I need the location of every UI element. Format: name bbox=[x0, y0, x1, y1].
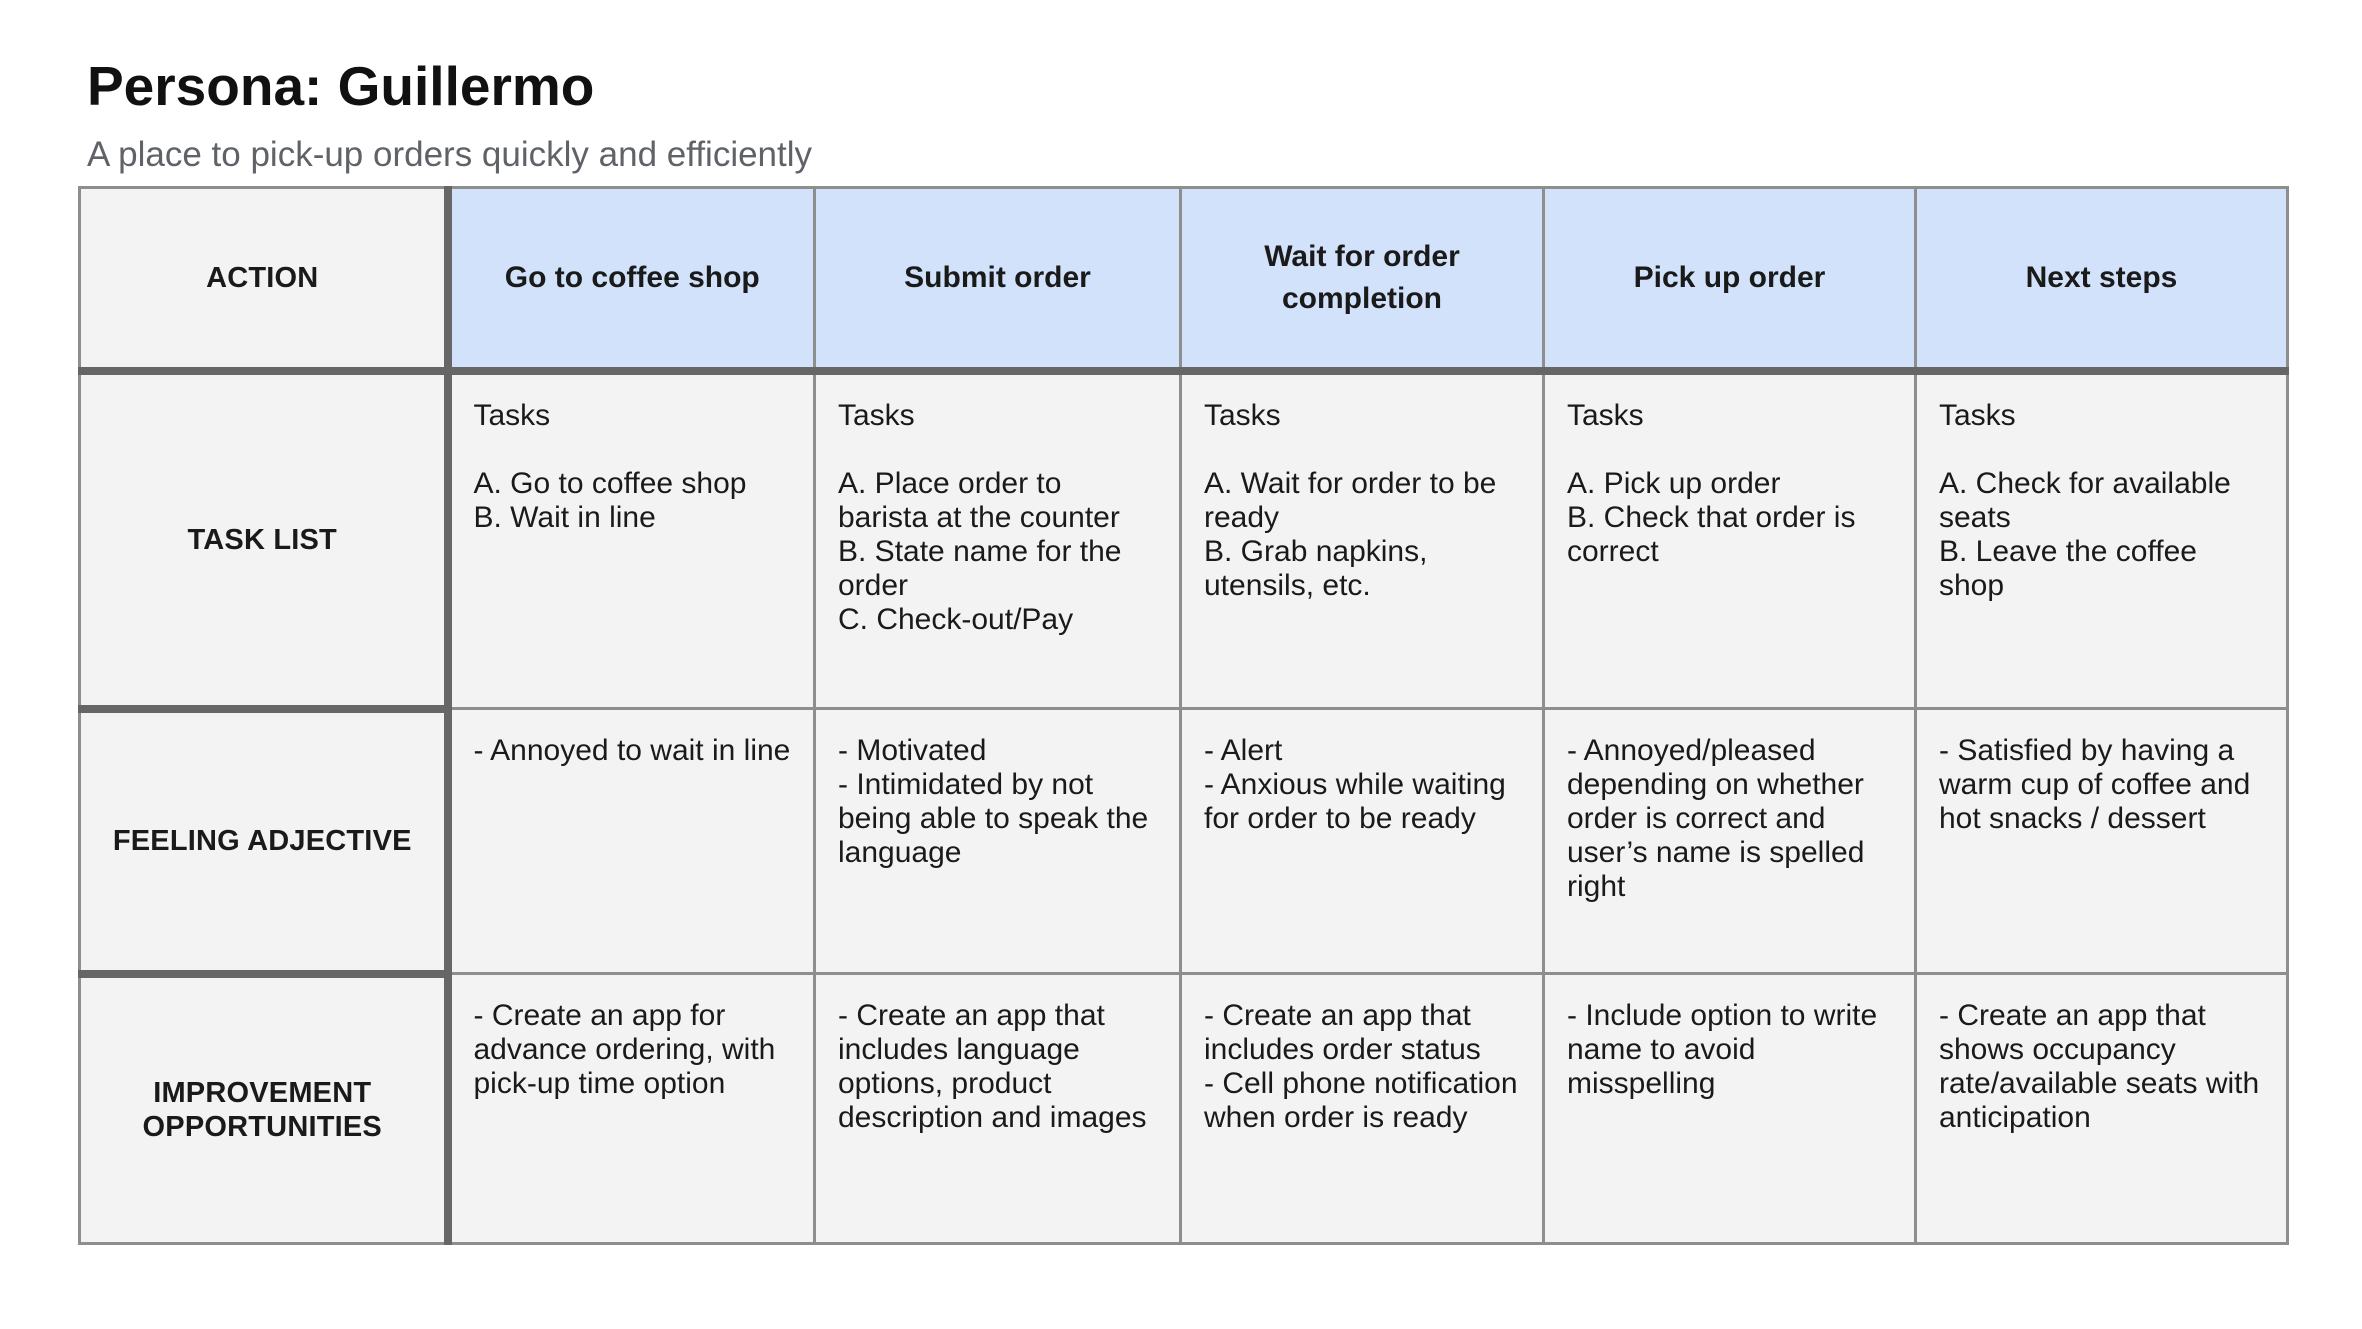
row-header-feeling-adjective: FEELING ADJECTIVE bbox=[80, 709, 448, 974]
improvement-cell bbox=[1916, 974, 2288, 1244]
improvement-cell bbox=[448, 974, 815, 1244]
feeling-cell bbox=[1181, 709, 1544, 974]
cell-line: A. Go to coffee shop bbox=[473, 466, 747, 500]
cell-spacer bbox=[1204, 433, 1522, 467]
cell-line: A. Wait for order to be ready bbox=[1204, 466, 1497, 534]
feeling-cell bbox=[1544, 709, 1916, 974]
cell-line: - Create an app that includes language options, product description and images bbox=[838, 999, 1147, 1134]
cell-spacer bbox=[1567, 433, 1894, 467]
task-cell bbox=[1544, 371, 1916, 709]
row-header-improvement-opportunities: IMPROVEMENT OPPORTUNITIES bbox=[80, 974, 448, 1244]
column-header-go-to-coffee-shop: Go to coffee shop bbox=[448, 188, 815, 371]
task-cell bbox=[1916, 371, 2288, 709]
improvement-opportunities-row bbox=[80, 974, 2288, 1244]
cell-line: - Alert bbox=[1204, 734, 1283, 767]
cell-spacer bbox=[838, 433, 1159, 467]
feeling-cell bbox=[815, 709, 1181, 974]
cell-spacer bbox=[1939, 433, 2266, 467]
cell-line: A. Place order to barista at the counter bbox=[838, 466, 1120, 534]
improvement-cell bbox=[815, 974, 1181, 1244]
cell-line: - Cell phone notification when order is ready bbox=[1204, 1067, 1518, 1134]
cell-heading: Tasks bbox=[473, 398, 551, 432]
cell-line: B. State name for the order bbox=[838, 534, 1122, 602]
cell-spacer bbox=[474, 433, 794, 467]
cell-line: - Create an app that shows occupancy rate/available seats with anticipation bbox=[1939, 999, 2260, 1134]
cell-line: C. Check-out/Pay bbox=[838, 602, 1074, 636]
cell-line: - Satisfied by having a warm cup of coffee and hot snacks / dessert bbox=[1939, 734, 2251, 835]
action-header: ACTION bbox=[80, 188, 448, 371]
improvement-cell bbox=[1181, 974, 1544, 1244]
task-cell bbox=[1181, 371, 1544, 709]
task-list-row bbox=[80, 371, 2288, 709]
cell-line: - Motivated bbox=[838, 734, 987, 767]
cell-heading: Tasks bbox=[1567, 398, 1644, 432]
journey-map-table bbox=[78, 186, 2289, 1245]
cell-heading: Tasks bbox=[1204, 398, 1281, 432]
feeling-cell bbox=[1916, 709, 2288, 974]
cell-line: B. Leave the coffee shop bbox=[1939, 534, 2197, 602]
header-row bbox=[80, 188, 2288, 371]
cell-line: A. Pick up order bbox=[1567, 466, 1781, 500]
cell-line: B. Wait in line bbox=[473, 500, 656, 534]
cell-line: - Annoyed to wait in line bbox=[473, 734, 791, 767]
cell-heading: Tasks bbox=[838, 398, 915, 432]
cell-line: - Create an app for advance ordering, with pick-up time option bbox=[473, 999, 776, 1100]
column-header-pick-up-order: Pick up order bbox=[1544, 188, 1916, 371]
row-header-task-list: TASK LIST bbox=[80, 371, 448, 709]
feeling-adjective-row bbox=[80, 709, 2288, 974]
cell-line: - Include option to write name to avoid misspelling bbox=[1567, 999, 1878, 1100]
cell-line: A. Check for available seats bbox=[1939, 466, 2231, 534]
cell-line: B. Check that order is correct bbox=[1567, 500, 1856, 568]
cell-line: - Anxious while waiting for order to be ready bbox=[1204, 768, 1506, 835]
column-header-next-steps: Next steps bbox=[1916, 188, 2288, 371]
task-cell bbox=[448, 371, 815, 709]
cell-heading: Tasks bbox=[1939, 398, 2016, 432]
cell-line: B. Grab napkins, utensils, etc. bbox=[1204, 534, 1428, 602]
cell-line: - Annoyed/pleased depending on whether order is correct and user’s name is spelled right bbox=[1567, 734, 1865, 903]
column-header-submit-order: Submit order bbox=[815, 188, 1181, 371]
cell-line: - Intimidated by not being able to speak the language bbox=[838, 768, 1149, 869]
column-header-wait-for-order: Wait for order completion bbox=[1181, 188, 1544, 371]
cell-line: - Create an app that includes order status bbox=[1204, 999, 1481, 1066]
task-cell bbox=[815, 371, 1181, 709]
page-title: Persona: Guillermo bbox=[87, 55, 595, 117]
improvement-cell bbox=[1544, 974, 1916, 1244]
feeling-cell bbox=[448, 709, 815, 974]
page-subtitle: A place to pick-up orders quickly and efficiently bbox=[87, 135, 813, 174]
